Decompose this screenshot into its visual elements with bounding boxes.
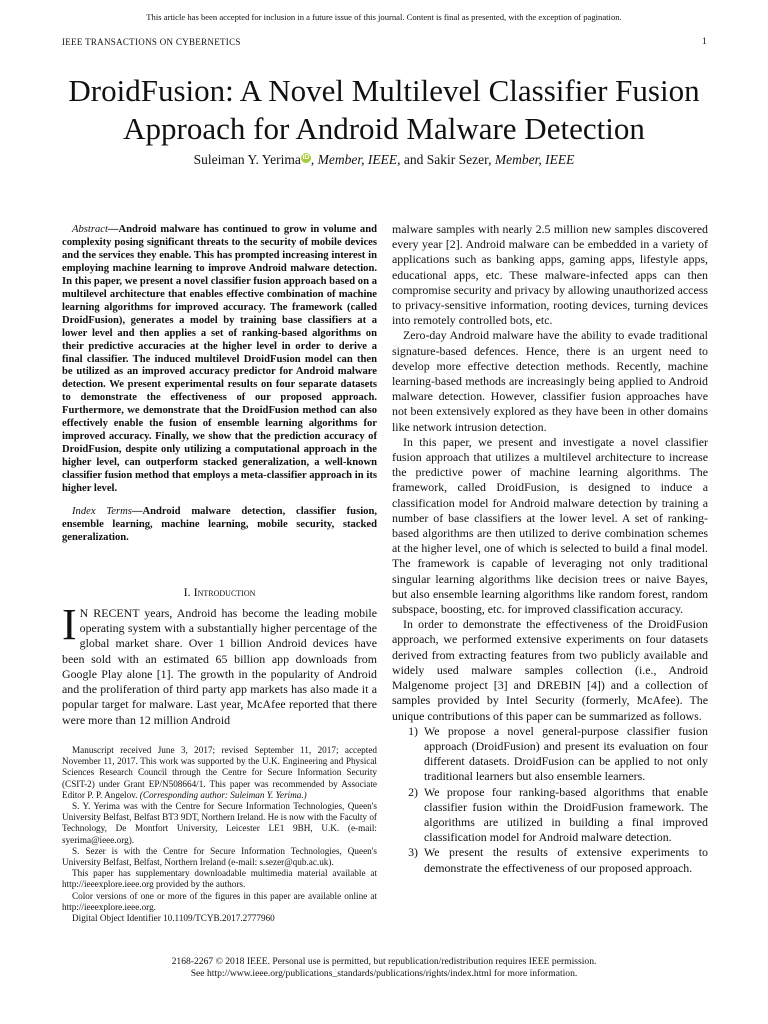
footnote-color: Color versions of one or more of the figures in this paper are available online at http://ieeexplore.ieee.org. <box>62 890 377 912</box>
abstract-label: Abstract <box>72 224 108 235</box>
footnote-sezer: S. Sezer is with the Centre for Secure Information Technologies, Queen's University Belfast, Belfast, Northern Ireland (e-mail: s.sezer@qub.ac.uk). <box>62 845 377 868</box>
author-joiner: , and Sakir Sezer, <box>397 152 495 167</box>
list-item: 1) We propose a novel general-purpose classifier fusion approach (DroidFusion) and present its evaluation on four different datasets. DroidFusion can be applied to not only traditional learners but also ensemble learners. <box>408 723 708 784</box>
paper-title: DroidFusion: A Novel Multilevel Classifier Fusion Approach for Android Malware Detection <box>68 73 700 146</box>
intro-paragraph <box>62 600 377 728</box>
copyright-notice <box>0 956 768 980</box>
list-item: 3) We present the results of extensive experiments to demonstrate the effectiveness of our proposed approach. <box>408 845 708 875</box>
right-column <box>392 222 708 876</box>
index-terms-text: —Android malware detection, classifier fusion, ensemble learning, machine learning, mobile security, stacked generalization. <box>62 506 377 543</box>
footnote-manuscript: Manuscript received June 3, 2017; revised September 11, 2017; accepted November 11, 2017. This work was supported by the U.K. Engineering and Physical Sciences Research Council through the Centre for Secure Information Security (CSIT-2) under Grant EP/N508664/1. This paper was recommended by Associate Editor P. P. Angelov. (Corresponding author: Suleiman Y. Yerima.) <box>62 745 377 800</box>
intro-paragraph-text: N RECENT years, Android has become the leading mobile operating system with a substantially higher percentage of the global market share. Over 1 billion Android devices have been sold with an estimated 65 billion app downloads from Google Play alone [1]. The growth in the popularity of Android and the proliferation of third party app markets has also made it a popular target for malware. Last year, McAfee reported that there were more than 12 million Android <box>62 606 377 727</box>
paragraph-experiments: In order to demonstrate the effectiveness of the DroidFusion approach, we performed extensive experiments on four datasets derived from extracting features from two publicly available and widely used malware samples collection (i.e., Android Malgenome project [3] and DREBIN [4]) and a collection of samples provided by Intel Security (formerly, McAfee). The unique contributions of this paper can be summarized as follows. <box>392 617 708 723</box>
drop-cap: I <box>62 600 77 650</box>
paragraph-zero-day: Zero-day Android malware have the ability to evade traditional signature-based defences. Hence, there is an urgent need to develop more effective detection methods. Recently, machine learning-based methods are increasingly being applied to Android malware detection. However, classifier fusion approaches have not been extensively explored as they have been in other domains like network intrusion detection. <box>392 328 708 434</box>
index-terms-label: Index Terms <box>72 506 132 518</box>
section-heading-introduction: I. Introduction <box>183 584 256 599</box>
page-number: 1 <box>702 37 707 47</box>
author-yerima-role: Member, IEEE <box>317 152 398 167</box>
copyright-icon: © <box>215 956 223 967</box>
footnote-supplementary: This paper has supplementary downloadable multimedia material available at http://ieeexplore.ieee.org provided by the authors. <box>62 868 377 890</box>
orcid-icon[interactable]: iD <box>302 153 310 161</box>
list-item: 2) We propose four ranking-based algorithms that enable classifier fusion within the DroidFusion framework. The algorithms are utilized in building a final improved classification model for Android malware detection. <box>408 784 708 845</box>
journal-name: IEEE TRANSACTIONS ON CYBERNETICS <box>62 37 241 47</box>
footnote-doi: Digital Object Identifier 10.1109/TCYB.2017.2777960 <box>72 913 275 924</box>
paragraph-in-this-paper: In this paper, we present and investigate a novel classifier fusion approach that utilizes a multilevel architecture to increase the predictive power of machine learning algorithms. The framework, called DroidFusion, is designed to induce a classification model for Android malware detection by training a number of base classifiers at the lower level. A set of ranking-based algorithms are then utilized to derive combination schemes at the higher level, one of which is selected to build a final model. The framework is capable of leveraging not only traditional singular learning algorithms like decision trees or naive Bayes, but also ensemble learning algorithms like random forest, random subspace, boosting, etc. for improved classification accuracy. <box>392 434 708 617</box>
copyright-line-2: See http://www.ieee.org/publications_standards/publications/rights/index.html for more information. <box>190 968 578 979</box>
left-column <box>62 224 377 728</box>
paragraph-continued: malware samples with nearly 2.5 million new samples discovered every year [2]. Android malware can be embedded in a variety of applications such as banking apps, gaming apps, lifestyle apps, educational apps, etc. These malware-infected apps can then compromise security and privacy by allowing unauthorized access to privacy-sensitive information, rooting devices, turning devices into remotely controlled bots, etc. <box>392 222 708 328</box>
abstract <box>62 224 377 496</box>
author-yerima: Suleiman Y. Yerima <box>193 152 301 167</box>
author-line: Suleiman Y. Yerima iD , Member, IEEE, and Sakir Sezer, Member, IEEE <box>193 152 575 167</box>
abstract-text: —Android malware has continued to grow in volume and complexity posing significant threats to the security of mobile devices and the services they enable. This has prompted increasing interest in employing machine learning to improve Android malware detection. In this paper, we present a novel classifier fusion approach based on a multilevel architecture that enables effective combination of machine learning algorithms for improved accuracy. The framework (called DroidFusion), generates a model by training base classifiers at a lower level and then applies a set of ranking-based algorithms on their predictive accuracies at the higher level in order to derive a final classifier. The induced multilevel DroidFusion model can then be utilized as an improved accuracy predictor for Android malware detection. We present experimental results on four separate datasets to demonstrate the effectiveness of our proposed approach. Furthermore, we demonstrate that the DroidFusion method can also effectively enable the fusion of ensemble learning algorithms for improved accuracy. Finally, we show that the prediction accuracy of DroidFusion, despite only utilizing a computational approach in the higher level, can outperform stacked generalization, a well-known classifier fusion method that employs a meta-classifier approach in its higher level. <box>62 224 377 495</box>
author-sezer-role: Member, IEEE <box>494 152 575 167</box>
index-terms <box>62 506 377 545</box>
footnotes <box>62 745 377 924</box>
acceptance-notice: This article has been accepted for inclusion in a future issue of this journal. Content is final as presented, with the exception of pagination. <box>146 12 622 22</box>
contributions-list <box>392 724 708 876</box>
footnote-yerima: S. Y. Yerima was with the Centre for Secure Information Technologies, Queen's University Belfast, Belfast BT3 9DT, Northern Ireland. He is now with the Faculty of Technology, De Montfort University, Leicester LE1 9BH, U.K. (e-mail: syerima@ieee.org). <box>62 801 377 845</box>
copyright-line-1: 2168-2267 © 2018 IEEE. Personal use is permitted, but republication/redistribution requires IEEE permission. <box>171 956 597 967</box>
